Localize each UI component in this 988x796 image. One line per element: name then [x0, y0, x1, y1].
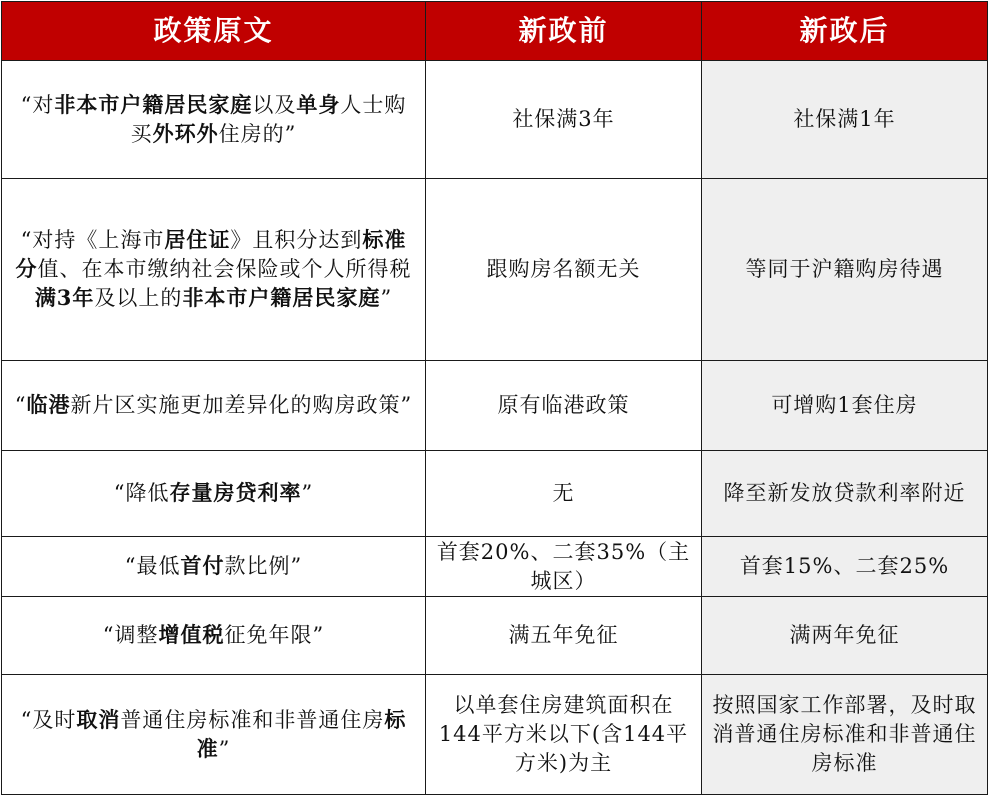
policy-text-segment: 人士购买 [130, 92, 407, 146]
policy-text-segment: “最低 [124, 554, 181, 579]
before-policy-cell: 首套20%、二套35%（主城区） [426, 537, 702, 597]
header-before-policy: 新政前 [426, 2, 702, 61]
emphasis-text: 外环外 [152, 120, 219, 146]
emphasis-text: 非本市户籍居民家庭 [182, 284, 381, 310]
after-policy-cell: 首套15%、二套25% [702, 537, 988, 597]
policy-text-segment: “降低 [113, 481, 170, 506]
emphasis-text: 非本市户籍居民家庭 [54, 91, 253, 117]
after-policy-cell: 社保满1年 [702, 61, 988, 179]
before-policy-cell: 满五年免征 [426, 597, 702, 675]
policy-text-segment: 以及 [252, 92, 297, 117]
table-row [2, 597, 988, 675]
policy-text-segment: 普通住房标准和非普通住房 [120, 707, 385, 732]
policy-text-segment: 征免年限” [224, 623, 325, 648]
emphasis-text: 取消 [76, 706, 121, 732]
policy-text-segment: “对 [20, 92, 55, 117]
table-row [2, 179, 988, 361]
original-policy-text [2, 597, 426, 675]
original-policy-text [2, 537, 426, 597]
original-policy-text [2, 361, 426, 451]
original-policy-text [2, 179, 426, 361]
policy-text-segment: ” [218, 736, 231, 761]
emphasis-text: 首付 [180, 553, 225, 579]
table-row [2, 537, 988, 597]
after-policy-cell: 降至新发放贷款利率附近 [702, 451, 988, 537]
after-policy-cell: 按照国家工作部署，及时取消普通住房标准和非普通住房标准 [702, 675, 988, 795]
before-policy-cell: 原有临港政策 [426, 361, 702, 451]
policy-text-segment: 新片区实施更加差异化的购房政策” [70, 393, 413, 418]
policy-text-segment: “及时 [20, 707, 77, 732]
emphasis-text: 存量房贷利率 [169, 480, 302, 506]
header-after-policy: 新政后 [702, 2, 988, 61]
before-policy-cell: 以单套住房建筑面积在144平方米以下(含144平方米)为主 [426, 675, 702, 795]
table-header-row [2, 2, 988, 61]
header-original-policy: 政策原文 [2, 2, 426, 61]
policy-text-segment: 及以上的 [94, 285, 183, 310]
table-row [2, 451, 988, 537]
emphasis-text: 增值税 [158, 622, 225, 648]
emphasis-text: 单身 [296, 91, 341, 117]
original-policy-text [2, 451, 426, 537]
policy-text-segment: “对持《上海市 [20, 228, 165, 253]
policy-text-segment: 值、在本市缴纳社会保险或个人所得税 [37, 257, 412, 282]
emphasis-text: 居住证 [164, 227, 231, 253]
policy-text-segment: 款比例” [224, 554, 303, 579]
table-row [2, 675, 988, 795]
policy-text-segment: ” [380, 285, 393, 310]
policy-text-segment: 》且积分达到 [230, 228, 363, 253]
after-policy-cell: 等同于沪籍购房待遇 [702, 179, 988, 361]
policy-text-segment: 住房的” [218, 121, 297, 146]
table-row [2, 361, 988, 451]
after-policy-cell: 可增购1套住房 [702, 361, 988, 451]
table-row [2, 61, 988, 179]
policy-text-segment: “调整 [102, 623, 159, 648]
before-policy-cell: 无 [426, 451, 702, 537]
emphasis-text: 标准 [196, 706, 407, 761]
emphasis-text: 满3年 [34, 284, 95, 310]
policy-text-segment: ” [301, 481, 314, 506]
table-body [2, 61, 988, 795]
emphasis-text: 临港 [26, 392, 71, 418]
original-policy-text [2, 61, 426, 179]
emphasis-text: 标准分 [15, 227, 407, 282]
after-policy-cell: 满两年免征 [702, 597, 988, 675]
original-policy-text [2, 675, 426, 795]
policy-text-segment: “ [14, 393, 27, 418]
before-policy-cell: 社保满3年 [426, 61, 702, 179]
before-policy-cell: 跟购房名额无关 [426, 179, 702, 361]
policy-comparison-table [1, 1, 988, 795]
